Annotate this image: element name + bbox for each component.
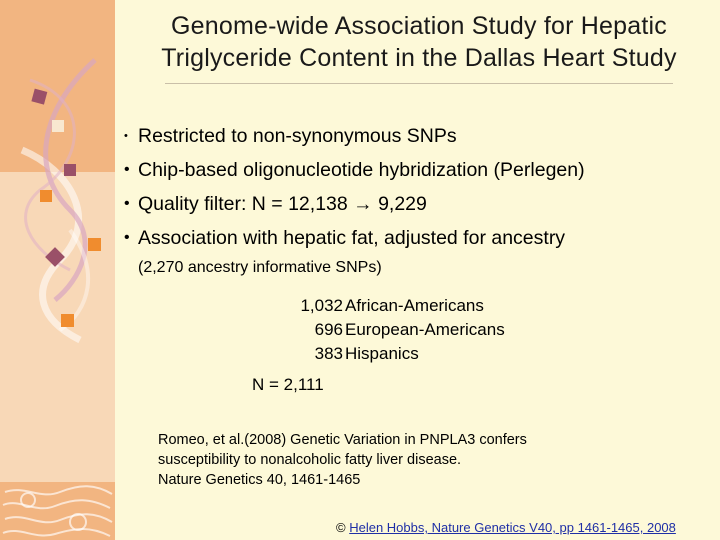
- bullet-text: Chip-based oligonucleotide hybridization (Perlegen): [138, 159, 585, 181]
- bullet-list: [124, 119, 585, 255]
- bullet-item: [124, 119, 585, 153]
- bullet-text: Quality filter: N = 12,138 → 9,229: [138, 193, 427, 215]
- bullet-text: Restricted to non-synonymous SNPs: [138, 125, 457, 147]
- citation-line: Nature Genetics 40, 1461-1465: [158, 472, 361, 488]
- population-label: African-Americans: [345, 296, 484, 315]
- population-row: [291, 342, 505, 366]
- dna-helix-decoration: [0, 0, 115, 540]
- bullet-item: [124, 187, 585, 221]
- slide-title: [118, 10, 720, 74]
- population-row: [291, 294, 505, 318]
- citation-line: susceptibility to nonalcoholic fatty liver disease.: [158, 452, 462, 468]
- ancestry-note: (2,270 ancestry informative SNPs): [138, 259, 382, 276]
- bullet-marker: •: [124, 161, 130, 178]
- population-count: 696: [314, 320, 343, 339]
- population-breakdown: [291, 294, 505, 366]
- bullet-marker: •: [124, 130, 128, 142]
- total-sample-size: N = 2,111: [252, 375, 324, 394]
- copyright-symbol: ©: [336, 520, 346, 535]
- citation-line: Romeo, et al.(2008) Genetic Variation in PNPLA3 confers: [158, 432, 527, 448]
- title-line-1: Genome-wide Association Study for Hepatic: [171, 12, 667, 40]
- footer-credit: [336, 520, 676, 535]
- population-count: 383: [314, 344, 343, 363]
- title-divider: [165, 83, 673, 84]
- citation: [158, 430, 527, 490]
- title-line-2: Triglyceride Content in the Dallas Heart Study: [161, 44, 677, 72]
- population-row: [291, 318, 505, 342]
- bullet-text: Association with hepatic fat, adjusted for ancestry: [138, 227, 566, 249]
- population-label: European-Americans: [345, 320, 505, 339]
- bullet-item: [124, 153, 585, 187]
- bullet-marker: •: [124, 229, 130, 246]
- bullet-item: [124, 221, 585, 255]
- population-count: 1,032: [300, 296, 343, 315]
- bullet-marker: •: [124, 195, 130, 212]
- decorative-sidebar: [0, 0, 115, 540]
- source-link[interactable]: Helen Hobbs, Nature Genetics V40, pp 1461-1465, 2008: [349, 520, 676, 535]
- population-label: Hispanics: [345, 344, 419, 363]
